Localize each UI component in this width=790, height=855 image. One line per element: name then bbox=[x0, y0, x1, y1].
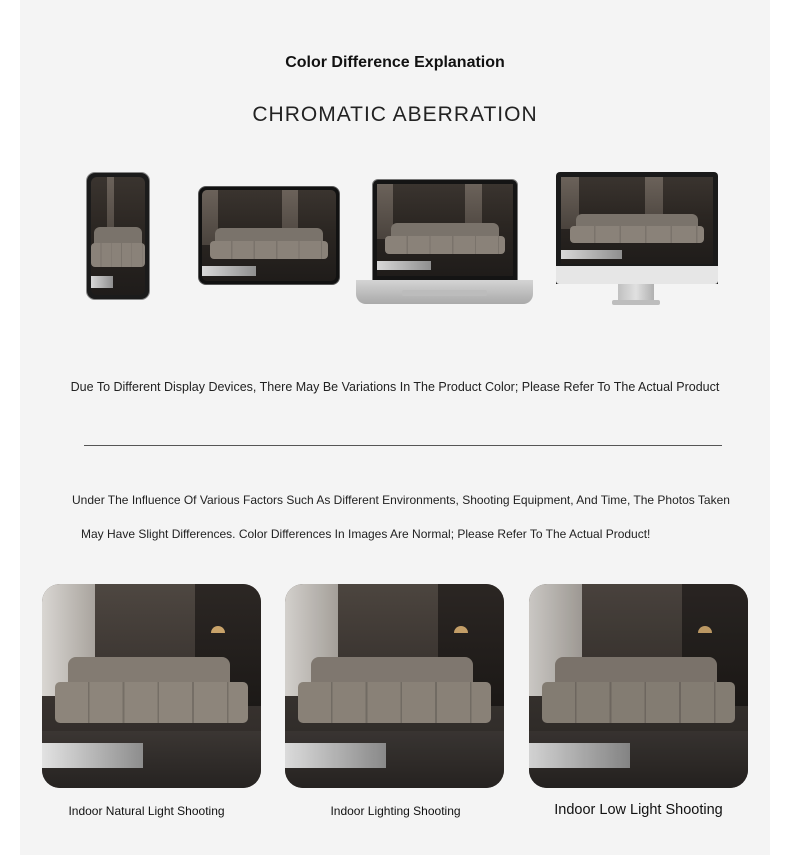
section-divider bbox=[84, 445, 722, 446]
photo-low-light bbox=[529, 584, 748, 788]
tablet-screen bbox=[202, 190, 336, 281]
influence-note-line-1: Under The Influence Of Various Factors Such As Different Environments, Shooting Equipment, And Time, The Photos Taken bbox=[72, 493, 730, 507]
caption-indoor-lighting: Indoor Lighting Shooting bbox=[330, 804, 461, 818]
phone-device-image bbox=[86, 172, 150, 300]
page-title: Color Difference Explanation bbox=[285, 54, 505, 71]
influence-note-line-2: May Have Slight Differences. Color Differences In Images Are Normal; Please Refer To The Actual Product! bbox=[81, 527, 651, 541]
caption-natural-light: Indoor Natural Light Shooting bbox=[68, 804, 225, 818]
monitor-device-image bbox=[556, 172, 718, 284]
laptop-device-image bbox=[372, 179, 518, 281]
photo-indoor-lighting bbox=[285, 584, 504, 788]
caption-low-light: Indoor Low Light Shooting bbox=[554, 802, 723, 818]
monitor-stand-base bbox=[612, 300, 660, 305]
page-subtitle: CHROMATIC ABERRATION bbox=[252, 103, 538, 126]
photo-natural-light bbox=[42, 584, 261, 788]
display-variation-note: Due To Different Display Devices, There May Be Variations In The Product Color; Please Refer To The Actual Product bbox=[70, 380, 720, 394]
tablet-device-image bbox=[198, 186, 340, 285]
monitor-screen bbox=[561, 177, 713, 264]
laptop-screen bbox=[377, 184, 513, 276]
phone-screen bbox=[91, 177, 145, 295]
laptop-base bbox=[356, 280, 533, 304]
